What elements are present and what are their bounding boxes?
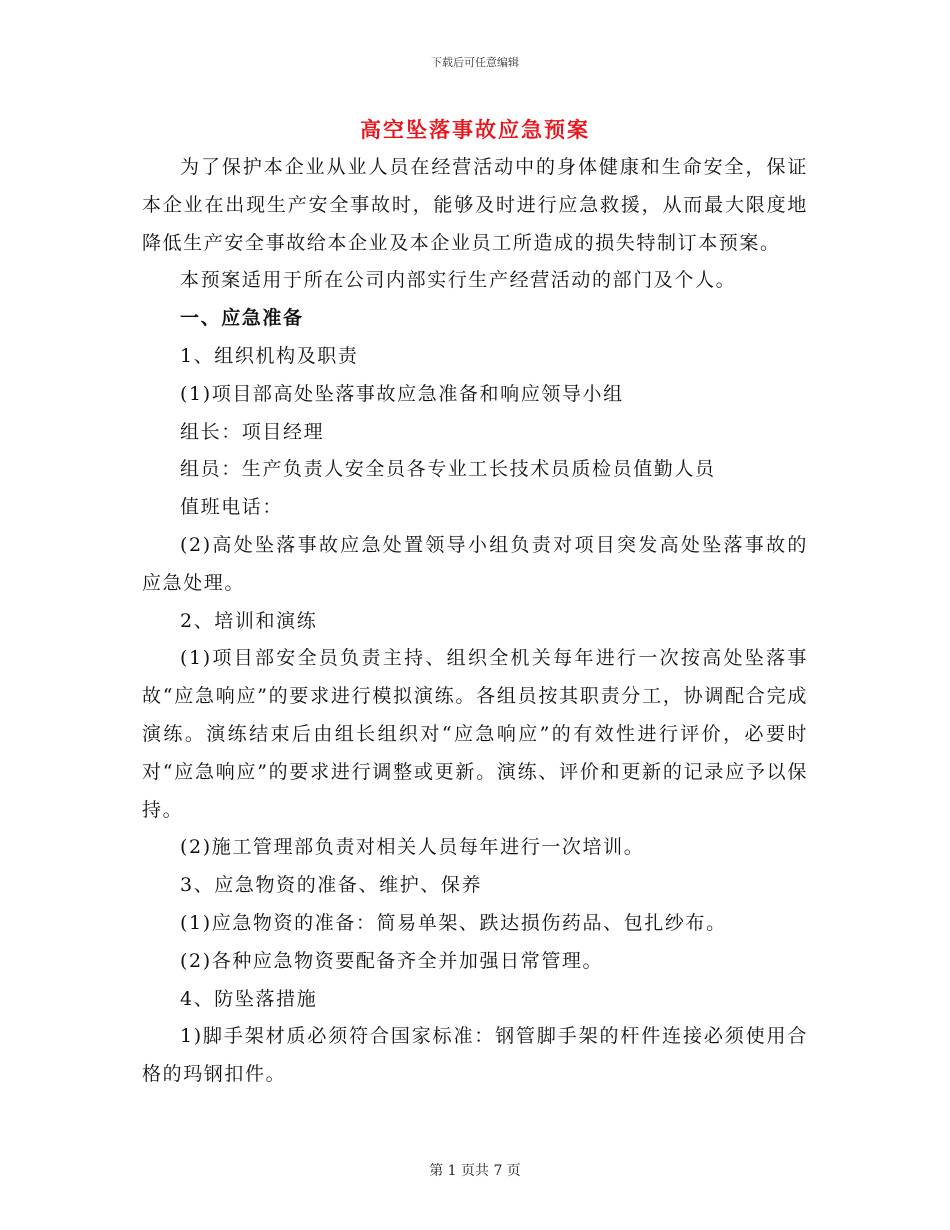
page-header-note: 下载后可任意编辑 (431, 56, 519, 69)
list-item: (2)各种应急物资要配备齐全并加强日常管理。 (180, 949, 604, 972)
list-item: (2)施工管理部负责对相关人员每年进行一次培训。 (180, 836, 645, 859)
team-members-line: 组员：生产负责人安全员各专业工长技术员质检员值勤人员 (180, 458, 716, 481)
team-leader-line: 组长：项目经理 (180, 420, 325, 443)
subsection-heading-fall-prevention: 4、防坠落措施 (180, 987, 318, 1010)
subsection-heading-organization: 1、组织机构及职责 (180, 344, 359, 367)
list-item: (2)高处坠落事故应急处置领导小组负责对项目突发高处坠落事故的应急处理。 (142, 533, 808, 594)
scope-paragraph: 本预案适用于所在公司内部实行生产经营活动的部门及个人。 (180, 269, 737, 292)
document-title: 高空坠落事故应急预案 (360, 117, 590, 142)
subsection-heading-training: 2、培训和演练 (180, 609, 318, 632)
intro-paragraph: 为了保护本企业从业人员在经营活动中的身体健康和生命安全，保证本企业在出现生产安全事故时，能够及时进行应急救援，从而最大限度地降低生产安全事故给本企业及本企业员工所造成的损失特制订本预案。 (142, 156, 808, 254)
section-heading-emergency-preparation: 一、应急准备 (180, 307, 304, 330)
list-item: (1)应急物资的准备：简易单架、跌达损伤药品、包扎纱布。 (180, 911, 727, 934)
document-body (142, 149, 808, 1094)
list-item: (1)项目部安全员负责主持、组织全机关每年进行一次按高处坠落事故“应急响应”的要求进行模拟演练。各组员按其职责分工，协调配合完成演练。演练结束后由组长组织对“应急响应”的有效性进行评价，必要时对“应急响应”的要求进行调整或更新。演练、评价和更新的记录应予以保持。 (142, 647, 808, 821)
duty-phone-line: 值班电话： (180, 496, 284, 519)
list-item: (1)项目部高处坠落事故应急准备和响应领导小组 (180, 382, 624, 405)
list-item: 1)脚手架材质必须符合国家标准：钢管脚手架的杆件连接必须使用合格的玛钢扣件。 (142, 1025, 808, 1086)
subsection-heading-supplies: 3、应急物资的准备、维护、保养 (180, 874, 483, 897)
page-footer: 第 1 页共 7 页 (429, 1163, 521, 1179)
